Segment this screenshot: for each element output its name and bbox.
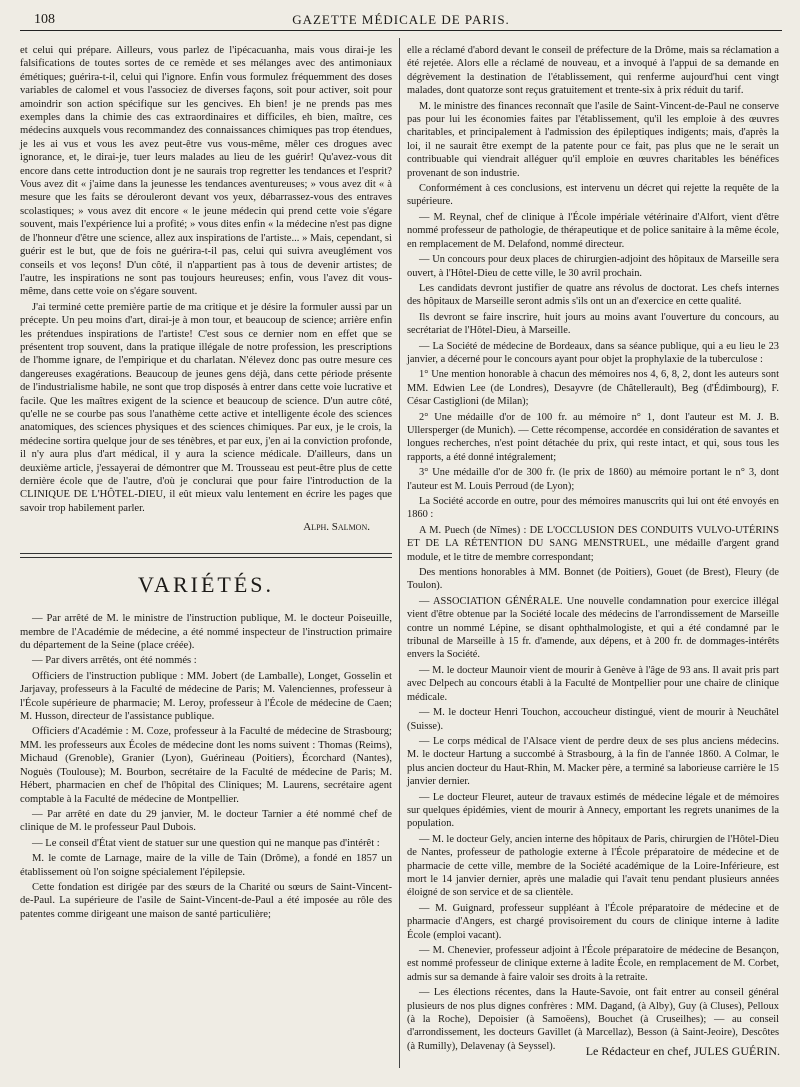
news-item: Officiers de l'instruction publique : MM. Jobert (de Lamballe), Longet, Gosselin et Jarjavay, professeurs à la Faculté de médecine de Paris; M. Valenciennes, professeur à l'École supérieure de pharmacie; M. Leroy, professeur à l'École de médecine de Caen; M. Husson, directeur de l'assistance publique. bbox=[20, 670, 392, 723]
news-item: — La Société de médecine de Bordeaux, dans sa séance publique, qui a eu lieu le 23 janvier, a décerné pour le concours ayant pour objet la prophylaxie de la tuberculose : bbox=[407, 340, 779, 365]
news-item: A M. Puech (de Nîmes) : DE L'OCCLUSION DES CONDUITS VULVO-UTÉRINS ET DE LA RÉTENTION DU SANG MENSTRUEL, une médaille d'argent grand module, et le titre de membre correspondant; bbox=[407, 524, 779, 563]
news-item: — Les élections récentes, dans la Haute-Savoie, ont fait entrer au conseil général plusieurs de nos plus dignes confrères : MM. Dagand, (à Alby), Guy (à Cluses), Pelloux (à la Roche), Depoisier (à Samoëens), Bouchet (à Cruseilhes); — au conseil d'arrondissement, les docteurs Gavillet (à Marcellaz), Besson (à Saint-Jeoire), Descôtes (à Rumilly), Delavenay (à Seyssel). bbox=[407, 987, 779, 1052]
section-rule-bottom bbox=[20, 557, 392, 558]
news-item: — Par divers arrêtés, ont été nommés : bbox=[32, 655, 197, 667]
news-item: Conformément à ces conclusions, est intervenu un décret qui rejette la requête de la supérieure. bbox=[407, 183, 779, 208]
journal-title: GAZETTE MÉDICALE DE PARIS. bbox=[292, 12, 510, 27]
news-item: — Le docteur Fleuret, auteur de travaux estimés de médecine légale et de mémoires sur quelques épidémies, vient de mourir à Annecy, emportant les regrets unanimes de la population. bbox=[407, 791, 779, 830]
news-item: — Le conseil d'État vient de statuer sur une question qui ne manque pas d'intérêt : bbox=[32, 837, 380, 849]
news-item: M. le ministre des finances reconnaît que l'asile de Saint-Vincent-de-Paul ne conserve pas pour lui les économies faites par l'établissement, qu'il les emploie à des œuvres charitables, et principalement à l'admission des épileptiques indigents; mais, d'après la loi, il ne saurait être exempt de la patente pour ce fait, pas plus que ne le serait un contribuable qui viendrait alléguer qu'il emploie en œuvres charitables les bénéfices provenant de son industrie. bbox=[407, 100, 779, 179]
news-item: — M. Reynal, chef de clinique à l'École impériale vétérinaire d'Alfort, vient d'être nommé professeur de pathologie, de thérapeutique et de police sanitaire à la même école, en remplacement de M. Delafond, nommé directeur. bbox=[407, 211, 779, 250]
news-item: — M. Chenevier, professeur adjoint à l'École préparatoire de médecine de Besançon, est nommé professeur de clinique externe à ladite École, en remplacement de M. Corbet, admis sur sa demande à faire valoir ses droits à la retraite. bbox=[407, 945, 779, 983]
news-item: 3° Une médaille d'or de 300 fr. (le prix de 1860) au mémoire portant le n° 3, dont l'auteur est M. Louis Perroud (de Lyon); bbox=[407, 467, 779, 492]
news-item: — Le corps médical de l'Alsace vient de perdre deux de ses plus anciens médecins. M. le docteur Hartung a succombé à Strasbourg, à la fin de l'année 1860. A Colmar, le plus ancien docteur du Haut-Rhin, M. Macker père, a terminé sa laborieuse carrière le 15 janvier dernier. bbox=[407, 735, 779, 788]
page-header bbox=[20, 8, 782, 31]
article-paragraph: J'ai terminé cette première partie de ma critique et je désire la formuler aussi par un précepte. Un peu moins d'art, dirai-je à mon tour, et beaucoup de science; arrière enfin les prétendues inspirations de l'artiste! C'est sous ce dernier nom en effet que se présentent trop souvent, dans la pratique illégale de notre profession, les prescriptions de l'homme ignare, de l'empirique et du charlatan. N'élevez donc pas outre mesure ces dangereuses exagérations. Beaucoup de jeunes gens déjà, dans cette période présente de l'industrialisme habile, ne sont que trop disposés à entrer dans cette voie lucrative et facile. Que les maîtres exigent de la science et beaucoup de science. D'un autre côté, qu'elle ne se courbe pas sous l'anathème cette active et intelligente école des sciences anatomiques, des sciences physiques et des sciences chimiques. Par eux, je le crois, la médecine sortira quelque jour de ses ténèbres, et par eux, j'en ai la conviction profonde, il n'y aura plus d'art médical, il y aura la science médicale. D'ailleurs, dans un deuxième article, j'essayerai de démontrer que M. Trousseau est peut-être plus de cette dernière école que de l'autre, d'où je conclurai que pour faire l'introduction de la CLINIQUE DE L'HÔTEL-DIEU, il eût mieux valu lentement en écrire les pages que savoir trop habilement parler. bbox=[20, 301, 392, 514]
news-item: — M. Guignard, professeur suppléant à l'École préparatoire de médecine et de pharmacie d'Angers, est chargé provisoirement du cours de clinique interne à ladite École (emploi vacant). bbox=[407, 902, 779, 941]
editor-signature: Le Rédacteur en chef, JULES GUÉRIN. bbox=[585, 1044, 780, 1058]
news-item: Ils devront se faire inscrire, huit jours au moins avant l'ouverture du concours, au secrétariat de l'Hôtel-Dieu, à Marseille. bbox=[407, 311, 779, 337]
news-item: 1° Une mention honorable à chacun des mémoires nos 4, 6, 8, 2, dont les auteurs sont MM. Edwien Lee (de Londres), Desayvre (de Châtellerault), Beg (d'Édimbourg), F. César Castiglioni (de Milan); bbox=[407, 369, 779, 408]
news-item: elle a réclamé d'abord devant le conseil de préfecture de la Drôme, mais sa réclamation a été rejetée. Alors elle a réclamé de nouveau, et a invoqué à l'appui de sa demande en dégrèvement la destination de l'établissement, qui renferme aujourd'hui cent vingt malades, dont quatorze sont reçus gratuitement et trente-six à prix réduit du tarif. bbox=[407, 45, 779, 97]
article-signature: Alph. Salmon. bbox=[303, 521, 370, 534]
news-item: 2° Une médaille d'or de 100 fr. au mémoire n° 1, dont l'auteur est M. J. B. Ullersperger (de Munich). — Cette récompense, accordée en considération de savantes et longues recherches, n'est point détachée du prix, qui reste intact, et qui, sous tous les rapports, a été donné intégralement; bbox=[407, 411, 779, 463]
news-item: Les candidats devront justifier de quatre ans révolus de doctorat. Les chefs internes des hôpitaux de Marseille seront admis s'ils ont un an d'exercice en cette qualité. bbox=[407, 282, 779, 308]
news-item: — Par arrêté en date du 29 janvier, M. le docteur Tarnier a été nommé chef de clinique de M. le professeur Paul Dubois. bbox=[20, 808, 392, 834]
news-item: — Un concours pour deux places de chirurgien-adjoint des hôpitaux de Marseille sera ouvert, à l'Hôtel-Dieu de cette ville, le 30 avril prochain. bbox=[407, 254, 779, 279]
news-item: — Par arrêté de M. le ministre de l'instruction publique, M. le docteur Poiseuille, membre de l'Académie de médecine, a été nommé inspecteur de l'instruction primaire du département de la Seine (place créée). bbox=[20, 613, 392, 652]
article-paragraph: et celui qui prépare. Ailleurs, vous parlez de l'ipécacuanha, mais vous dirai-je les falsifications de toutes sortes de ce remède et ses mélanges avec des antimoniaux émétiques; guérira-t-il, celui qui l'ignore. Enfin vous formulez fréquemment des doses variables de calomel et vous l'associez de diverses façons, soit pour activer, soit pour amoindrir son action spécifique sur les gencives. Eh bien! je ne prends pas mes exemples dans la chimie des cas extraordinaires et difficiles, eh bien, maître, ces médecins auxquels vous recommandez des connaissances chimiques pas trop étendues, je les ai vus et vous les avez peut-être vus vous-même, mêler ces drogues avec ignorance, et, le dirai-je, tuer leurs malades au lieu de les guérir! Qu'avez-vous dit encore dans cette introduction dont je ne saurais trop regretter les tendances et l'esprit? Vous avez dit « j'aime dans la jeunesse les tendances aventureuses; » vous avez dit « à mesure que les faits se dérouleront devant vos yeux, débarrassez-vous des entraves scolastiques; » vous avez dit encore « le jeune médecin qui prend cette voie s'égare souvent, mais l'expérience lui a profité; » vous dites enfin « la médecine n'est pas digne de l'honneur d'être une science, allez aux inspirations de l'artiste... » Mais, cependant, si guérir est le but, que de fois ne guérira-t-il pas, celui qui suivra aveuglément vos conseils et vos leçons! D'un côté, il n'appartient pas à tous de devenir artistes; de l'autre, les inspirations ne sont pas toujours heureuses; enfin, vous l'avez dit vous-même, dans cette voie on s'égare souvent. bbox=[20, 45, 392, 298]
news-item: — M. le docteur Maunoir vient de mourir à Genève à l'âge de 93 ans. Il avait pris part avec Delpech au concours établi à la Faculté de Montpellier pour une chaire de clinique médicale. bbox=[407, 664, 779, 703]
section-title: VARIÉTÉS. bbox=[138, 572, 274, 598]
page-number: 108 bbox=[34, 12, 55, 27]
news-item: — ASSOCIATION GÉNÉRALE. Une nouvelle condamnation pour exercice illégal vient d'être obtenue par la Société locale des médecins de l'arrondissement de Marseille contre un nommé Lépine, se disant ophthalmologiste, et qui a été condamné par le tribunal de Marseille à 15 fr. d'amende, aux dépens, et à 200 fr. de dommages-intérêts envers la Société. bbox=[407, 595, 779, 661]
news-item: La Société accorde en outre, pour des mémoires manuscrits qui lui ont été envoyés en 1860 : bbox=[407, 496, 779, 521]
section-rule-top bbox=[20, 553, 392, 554]
right-column bbox=[407, 44, 779, 1055]
news-item: Cette fondation est dirigée par des sœurs de la Charité ou sœurs de Saint-Vincent-de-Paul. La supérieure de l'asile de Saint-Vincent-de-Paul a été imposée au rôle des patentes comme dirigeant une maison de santé particulière; bbox=[20, 881, 392, 920]
news-item: M. le comte de Larnage, maire de la ville de Tain (Drôme), a fondé en 1857 un établissement où l'on soigne spécialement l'épilepsie. bbox=[20, 853, 392, 878]
left-column bbox=[20, 44, 392, 923]
news-item: — M. le docteur Henri Touchon, accoucheur distingué, vient de mourir à Neuchâtel (Suisse). bbox=[407, 707, 779, 732]
column-divider bbox=[399, 38, 400, 1068]
news-item: Officiers d'Académie : M. Coze, professeur à la Faculté de médecine de Strasbourg; MM. les professeurs aux Écoles de médecine dont les noms suivent : Thomas (Reims), Michaud (Grenoble), Granier (Lyon), Guérineau (Poitiers), Écorchard (Nantes), Noguès (Toulouse); M. Bourbon, secrétaire de la Faculté de médecine de Paris; M. Hébert, pharmacien en chef de l'hôpital des Cliniques; M. Laurens, secrétaire agent comptable à la Faculté de médecine de Montpellier. bbox=[20, 726, 392, 805]
news-item: — M. le docteur Gely, ancien interne des hôpitaux de Paris, chirurgien de l'Hôtel-Dieu de Nantes, professeur de pathologie externe à l'École préparatoire de médecine et de pharmacie de cette ville, membre de la Société académique de la Loire-Inférieure, est mort le 14 janvier dernier, après une maladie qui l'avait tenu pendant plusieurs années éloigné de son service et de sa clientèle. bbox=[407, 833, 779, 899]
news-item: Des mentions honorables à MM. Bonnet (de Poitiers), Gouet (de Brest), Fleury (de Toulon). bbox=[407, 567, 779, 592]
